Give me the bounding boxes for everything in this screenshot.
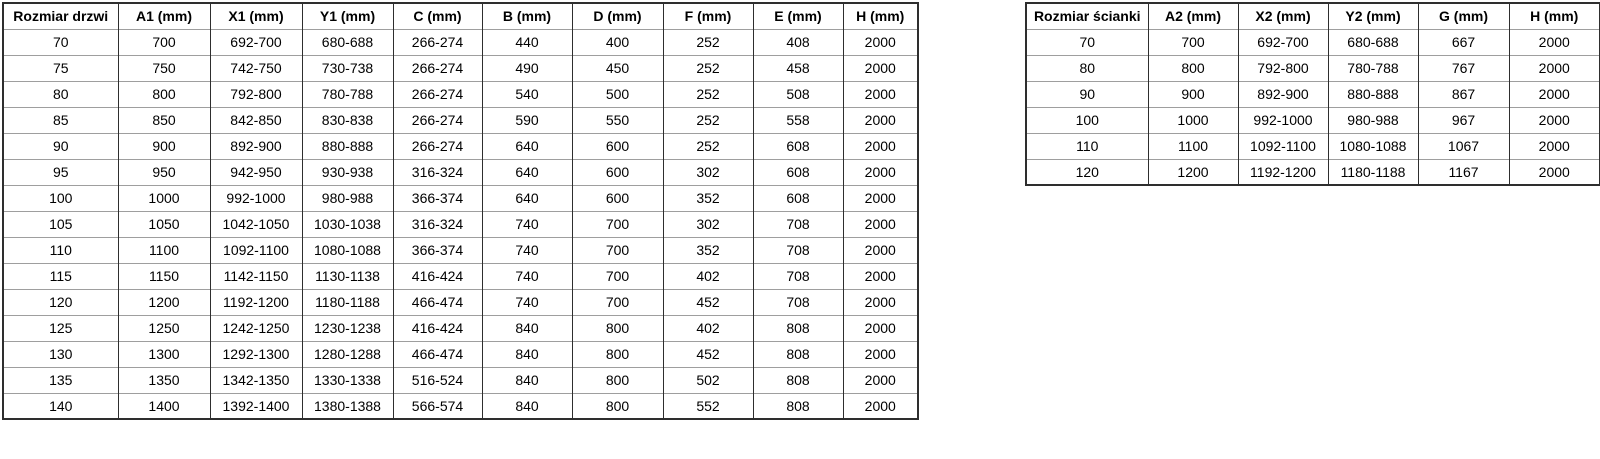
table-cell: 266-274	[393, 55, 482, 81]
door-table-header-row	[3, 3, 918, 29]
table-row	[1026, 81, 1600, 107]
table-cell: 110	[1026, 133, 1148, 159]
table-cell: 90	[1026, 81, 1148, 107]
table-cell: 2000	[843, 263, 918, 289]
table-row	[1026, 55, 1600, 81]
table-cell: 466-474	[393, 289, 482, 315]
table-cell: 95	[3, 159, 118, 185]
table-cell: 700	[118, 29, 210, 55]
table-cell: 1192-1200	[210, 289, 302, 315]
table-row	[3, 29, 918, 55]
table-row	[3, 107, 918, 133]
column-header: Rozmiar drzwi	[3, 3, 118, 29]
table-cell: 110	[3, 237, 118, 263]
table-row	[1026, 159, 1600, 185]
table-cell: 1242-1250	[210, 315, 302, 341]
table-row	[3, 133, 918, 159]
table-cell: 608	[753, 133, 843, 159]
table-cell: 708	[753, 289, 843, 315]
column-header: H (mm)	[1509, 3, 1600, 29]
table-cell: 1100	[118, 237, 210, 263]
wall-table-header-row	[1026, 3, 1600, 29]
column-header: H (mm)	[843, 3, 918, 29]
table-cell: 840	[482, 315, 572, 341]
table-cell: 980-988	[1328, 107, 1418, 133]
table-cell: 85	[3, 107, 118, 133]
table-cell: 1130-1138	[302, 263, 393, 289]
table-cell: 680-688	[302, 29, 393, 55]
table-cell: 1400	[118, 393, 210, 419]
table-cell: 1150	[118, 263, 210, 289]
table-row	[1026, 133, 1600, 159]
table-cell: 740	[482, 263, 572, 289]
table-cell: 792-800	[210, 81, 302, 107]
table-row	[3, 81, 918, 107]
table-cell: 2000	[843, 159, 918, 185]
table-cell: 2000	[843, 237, 918, 263]
table-cell: 2000	[1509, 159, 1600, 185]
table-cell: 316-324	[393, 211, 482, 237]
table-cell: 2000	[843, 367, 918, 393]
table-cell: 90	[3, 133, 118, 159]
table-cell: 1080-1088	[302, 237, 393, 263]
table-cell: 742-750	[210, 55, 302, 81]
table-cell: 850	[118, 107, 210, 133]
table-cell: 252	[663, 55, 753, 81]
table-row	[3, 55, 918, 81]
table-cell: 316-324	[393, 159, 482, 185]
table-cell: 125	[3, 315, 118, 341]
table-cell: 640	[482, 159, 572, 185]
table-cell: 70	[3, 29, 118, 55]
table-cell: 830-838	[302, 107, 393, 133]
table-cell: 842-850	[210, 107, 302, 133]
table-row	[3, 159, 918, 185]
table-cell: 402	[663, 263, 753, 289]
table-cell: 1142-1150	[210, 263, 302, 289]
table-cell: 892-900	[210, 133, 302, 159]
table-cell: 808	[753, 341, 843, 367]
table-cell: 105	[3, 211, 118, 237]
table-cell: 80	[1026, 55, 1148, 81]
table-cell: 1350	[118, 367, 210, 393]
table-cell: 1192-1200	[1238, 159, 1328, 185]
table-cell: 700	[572, 211, 663, 237]
table-cell: 115	[3, 263, 118, 289]
table-cell: 1000	[1148, 107, 1238, 133]
table-cell: 100	[3, 185, 118, 211]
table-cell: 2000	[843, 289, 918, 315]
table-row	[1026, 107, 1600, 133]
table-cell: 2000	[843, 29, 918, 55]
column-header: C (mm)	[393, 3, 482, 29]
table-cell: 708	[753, 211, 843, 237]
table-cell: 458	[753, 55, 843, 81]
table-cell: 780-788	[302, 81, 393, 107]
table-cell: 352	[663, 237, 753, 263]
table-cell: 740	[482, 211, 572, 237]
table-cell: 740	[482, 237, 572, 263]
table-cell: 800	[572, 393, 663, 419]
table-cell: 550	[572, 107, 663, 133]
column-header: X2 (mm)	[1238, 3, 1328, 29]
table-cell: 667	[1418, 29, 1509, 55]
table-cell: 252	[663, 107, 753, 133]
table-cell: 792-800	[1238, 55, 1328, 81]
table-cell: 608	[753, 185, 843, 211]
table-cell: 552	[663, 393, 753, 419]
table-cell: 730-738	[302, 55, 393, 81]
table-cell: 808	[753, 393, 843, 419]
table-cell: 120	[3, 289, 118, 315]
table-cell: 266-274	[393, 133, 482, 159]
table-cell: 1300	[118, 341, 210, 367]
table-row	[3, 393, 918, 419]
table-cell: 302	[663, 159, 753, 185]
table-cell: 2000	[843, 133, 918, 159]
column-header: Y1 (mm)	[302, 3, 393, 29]
table-cell: 252	[663, 29, 753, 55]
table-cell: 800	[572, 367, 663, 393]
table-cell: 880-888	[302, 133, 393, 159]
table-cell: 700	[572, 289, 663, 315]
table-cell: 640	[482, 185, 572, 211]
table-cell: 1250	[118, 315, 210, 341]
door-dimensions-table	[2, 2, 919, 420]
table-cell: 800	[118, 81, 210, 107]
table-cell: 1080-1088	[1328, 133, 1418, 159]
table-cell: 80	[3, 81, 118, 107]
table-cell: 416-424	[393, 263, 482, 289]
table-cell: 880-888	[1328, 81, 1418, 107]
table-cell: 2000	[843, 81, 918, 107]
table-cell: 140	[3, 393, 118, 419]
table-cell: 2000	[843, 185, 918, 211]
table-cell: 780-788	[1328, 55, 1418, 81]
table-cell: 1200	[1148, 159, 1238, 185]
table-cell: 130	[3, 341, 118, 367]
table-cell: 600	[572, 133, 663, 159]
table-cell: 808	[753, 315, 843, 341]
table-cell: 950	[118, 159, 210, 185]
table-row	[3, 185, 918, 211]
table-cell: 516-524	[393, 367, 482, 393]
table-cell: 500	[572, 81, 663, 107]
table-cell: 708	[753, 263, 843, 289]
table-cell: 700	[572, 237, 663, 263]
table-cell: 266-274	[393, 107, 482, 133]
table-cell: 2000	[1509, 29, 1600, 55]
table-cell: 840	[482, 341, 572, 367]
wall-dimensions-table	[1025, 2, 1600, 186]
table-cell: 490	[482, 55, 572, 81]
table-cell: 1167	[1418, 159, 1509, 185]
table-cell: 1030-1038	[302, 211, 393, 237]
table-cell: 942-950	[210, 159, 302, 185]
table-row	[3, 263, 918, 289]
table-cell: 2000	[843, 341, 918, 367]
table-cell: 692-700	[210, 29, 302, 55]
table-cell: 892-900	[1238, 81, 1328, 107]
table-cell: 452	[663, 289, 753, 315]
table-cell: 1000	[118, 185, 210, 211]
table-cell: 508	[753, 81, 843, 107]
table-cell: 740	[482, 289, 572, 315]
table-cell: 70	[1026, 29, 1148, 55]
table-cell: 266-274	[393, 29, 482, 55]
table-cell: 452	[663, 341, 753, 367]
table-row	[3, 289, 918, 315]
table-cell: 100	[1026, 107, 1148, 133]
table-cell: 2000	[843, 393, 918, 419]
table-cell: 1380-1388	[302, 393, 393, 419]
table-cell: 700	[572, 263, 663, 289]
table-cell: 800	[1148, 55, 1238, 81]
table-cell: 708	[753, 237, 843, 263]
table-cell: 930-938	[302, 159, 393, 185]
table-cell: 1050	[118, 211, 210, 237]
table-cell: 1280-1288	[302, 341, 393, 367]
table-cell: 992-1000	[210, 185, 302, 211]
table-cell: 2000	[843, 55, 918, 81]
table-cell: 750	[118, 55, 210, 81]
table-cell: 840	[482, 393, 572, 419]
table-cell: 1230-1238	[302, 315, 393, 341]
table-cell: 767	[1418, 55, 1509, 81]
column-header: D (mm)	[572, 3, 663, 29]
table-cell: 1392-1400	[210, 393, 302, 419]
table-cell: 900	[1148, 81, 1238, 107]
table-cell: 980-988	[302, 185, 393, 211]
table-cell: 1342-1350	[210, 367, 302, 393]
table-cell: 135	[3, 367, 118, 393]
table-cell: 992-1000	[1238, 107, 1328, 133]
column-header: A1 (mm)	[118, 3, 210, 29]
table-cell: 352	[663, 185, 753, 211]
table-cell: 1292-1300	[210, 341, 302, 367]
table-cell: 302	[663, 211, 753, 237]
table-cell: 808	[753, 367, 843, 393]
table-cell: 2000	[1509, 55, 1600, 81]
table-cell: 2000	[843, 315, 918, 341]
column-header: Y2 (mm)	[1328, 3, 1418, 29]
table-cell: 692-700	[1238, 29, 1328, 55]
table-cell: 402	[663, 315, 753, 341]
table-cell: 900	[118, 133, 210, 159]
column-header: A2 (mm)	[1148, 3, 1238, 29]
table-cell: 502	[663, 367, 753, 393]
table-cell: 840	[482, 367, 572, 393]
table-cell: 120	[1026, 159, 1148, 185]
table-cell: 2000	[843, 211, 918, 237]
table-cell: 1200	[118, 289, 210, 315]
table-row	[3, 237, 918, 263]
table-cell: 1092-1100	[210, 237, 302, 263]
column-header: G (mm)	[1418, 3, 1509, 29]
table-cell: 540	[482, 81, 572, 107]
table-cell: 1180-1188	[1328, 159, 1418, 185]
table-cell: 440	[482, 29, 572, 55]
table-cell: 867	[1418, 81, 1509, 107]
table-cell: 416-424	[393, 315, 482, 341]
table-cell: 2000	[1509, 81, 1600, 107]
table-cell: 466-474	[393, 341, 482, 367]
column-header: E (mm)	[753, 3, 843, 29]
table-cell: 1067	[1418, 133, 1509, 159]
table-row	[3, 341, 918, 367]
table-cell: 1330-1338	[302, 367, 393, 393]
table-cell: 366-374	[393, 237, 482, 263]
table-cell: 266-274	[393, 81, 482, 107]
table-cell: 2000	[1509, 107, 1600, 133]
table-cell: 2000	[1509, 133, 1600, 159]
table-cell: 2000	[843, 107, 918, 133]
table-cell: 1100	[1148, 133, 1238, 159]
table-cell: 558	[753, 107, 843, 133]
table-cell: 450	[572, 55, 663, 81]
table-cell: 566-574	[393, 393, 482, 419]
table-cell: 600	[572, 185, 663, 211]
table-cell: 408	[753, 29, 843, 55]
table-row	[3, 211, 918, 237]
table-cell: 252	[663, 81, 753, 107]
table-row	[3, 367, 918, 393]
table-cell: 680-688	[1328, 29, 1418, 55]
column-header: F (mm)	[663, 3, 753, 29]
table-cell: 366-374	[393, 185, 482, 211]
table-cell: 700	[1148, 29, 1238, 55]
table-cell: 252	[663, 133, 753, 159]
table-cell: 800	[572, 315, 663, 341]
table-cell: 1180-1188	[302, 289, 393, 315]
column-header: Rozmiar ścianki	[1026, 3, 1148, 29]
table-cell: 640	[482, 133, 572, 159]
table-row	[3, 315, 918, 341]
table-cell: 590	[482, 107, 572, 133]
column-header: X1 (mm)	[210, 3, 302, 29]
table-cell: 400	[572, 29, 663, 55]
table-cell: 75	[3, 55, 118, 81]
table-cell: 967	[1418, 107, 1509, 133]
table-cell: 600	[572, 159, 663, 185]
table-cell: 608	[753, 159, 843, 185]
table-row	[1026, 29, 1600, 55]
table-cell: 1042-1050	[210, 211, 302, 237]
column-header: B (mm)	[482, 3, 572, 29]
table-cell: 1092-1100	[1238, 133, 1328, 159]
table-cell: 800	[572, 341, 663, 367]
